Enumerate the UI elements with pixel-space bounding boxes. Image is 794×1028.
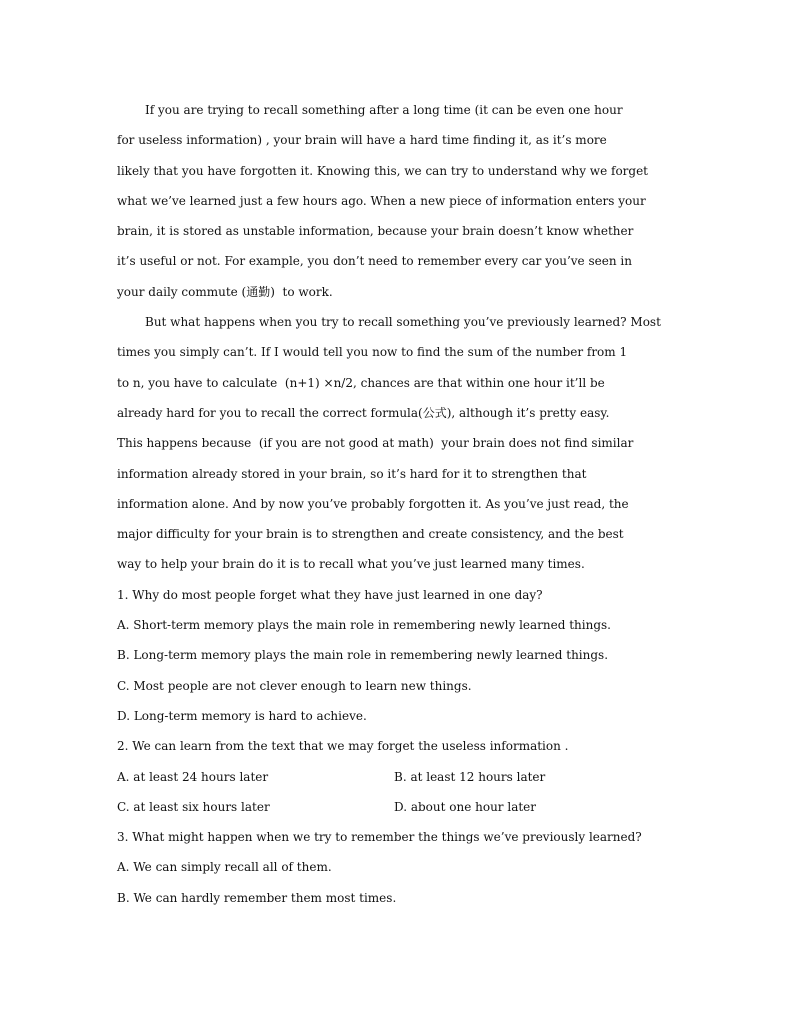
question-3: [117, 822, 682, 913]
option-b: B. at least 12 hours later: [394, 769, 546, 784]
text-line: This happens because (if you are not good at math) your brain does not find similar: [117, 436, 634, 451]
text-line: for useless information) , your brain will have a hard time finding it, as it’s more: [117, 133, 607, 148]
text-line: to n, you have to calculate (n+1) ×n/2, chances are that within one hour it’ll be: [117, 375, 605, 390]
text-line: times you simply can’t. If I would tell you now to find the sum of the number from 1: [117, 345, 628, 360]
question-stem: 3. What might happen when we try to remember the things we’ve previously learned?: [117, 830, 642, 845]
option-a: A. at least 24 hours later: [117, 769, 269, 784]
option-b: B. We can hardly remember them most times.: [117, 890, 397, 905]
passage-paragraph-2: [117, 307, 682, 580]
text-line: information alone. And by now you’ve probably forgotten it. As you’ve just read, the: [117, 496, 629, 511]
text-line: major difficulty for your brain is to strengthen and create consistency, and the best: [117, 527, 624, 542]
text-line: If you are trying to recall something after a long time (it can be even one hour: [145, 103, 623, 117]
document-page: [117, 95, 682, 913]
option-d: D. about one hour later: [394, 799, 537, 814]
options-row-ab: [117, 762, 682, 792]
text-line: it’s useful or not. For example, you don’t need to remember every car you’ve seen in: [117, 254, 632, 269]
text-line: way to help your brain do it is to recall what you’ve just learned many times.: [117, 557, 585, 572]
text-line: likely that you have forgotten it. Knowing this, we can try to understand why we forget: [117, 163, 649, 178]
text-line: information already stored in your brain, so it’s hard for it to strengthen that: [117, 466, 587, 481]
text-line: But what happens when you try to recall something you’ve previously learned? Most: [145, 315, 661, 330]
options-row-cd: [117, 792, 682, 822]
option-b: B. Long-term memory plays the main role in remembering newly learned things.: [117, 648, 609, 663]
question-1: [117, 580, 682, 731]
option-c: C. Most people are not clever enough to learn new things.: [117, 678, 472, 693]
text-line: brain, it is stored as unstable information, because your brain doesn’t know whether: [117, 224, 634, 239]
question-stem: 2. We can learn from the text that we may forget the useless information .: [117, 739, 569, 754]
option-d: D. Long-term memory is hard to achieve.: [117, 708, 367, 723]
question-2: [117, 731, 682, 822]
question-stem: 1. Why do most people forget what they have just learned in one day?: [117, 587, 543, 602]
text-line: what we’ve learned just a few hours ago. When a new piece of information enters your: [117, 193, 646, 208]
option-c: C. at least six hours later: [117, 799, 270, 814]
option-a: A. We can simply recall all of them.: [117, 860, 332, 875]
text-line: your daily commute (通勤) to work.: [117, 284, 333, 299]
passage-paragraph-1: [117, 95, 682, 307]
option-a: A. Short-term memory plays the main role in remembering newly learned things.: [117, 618, 611, 633]
text-line: already hard for you to recall the correct formula(公式), although it’s pretty easy.: [117, 405, 610, 420]
